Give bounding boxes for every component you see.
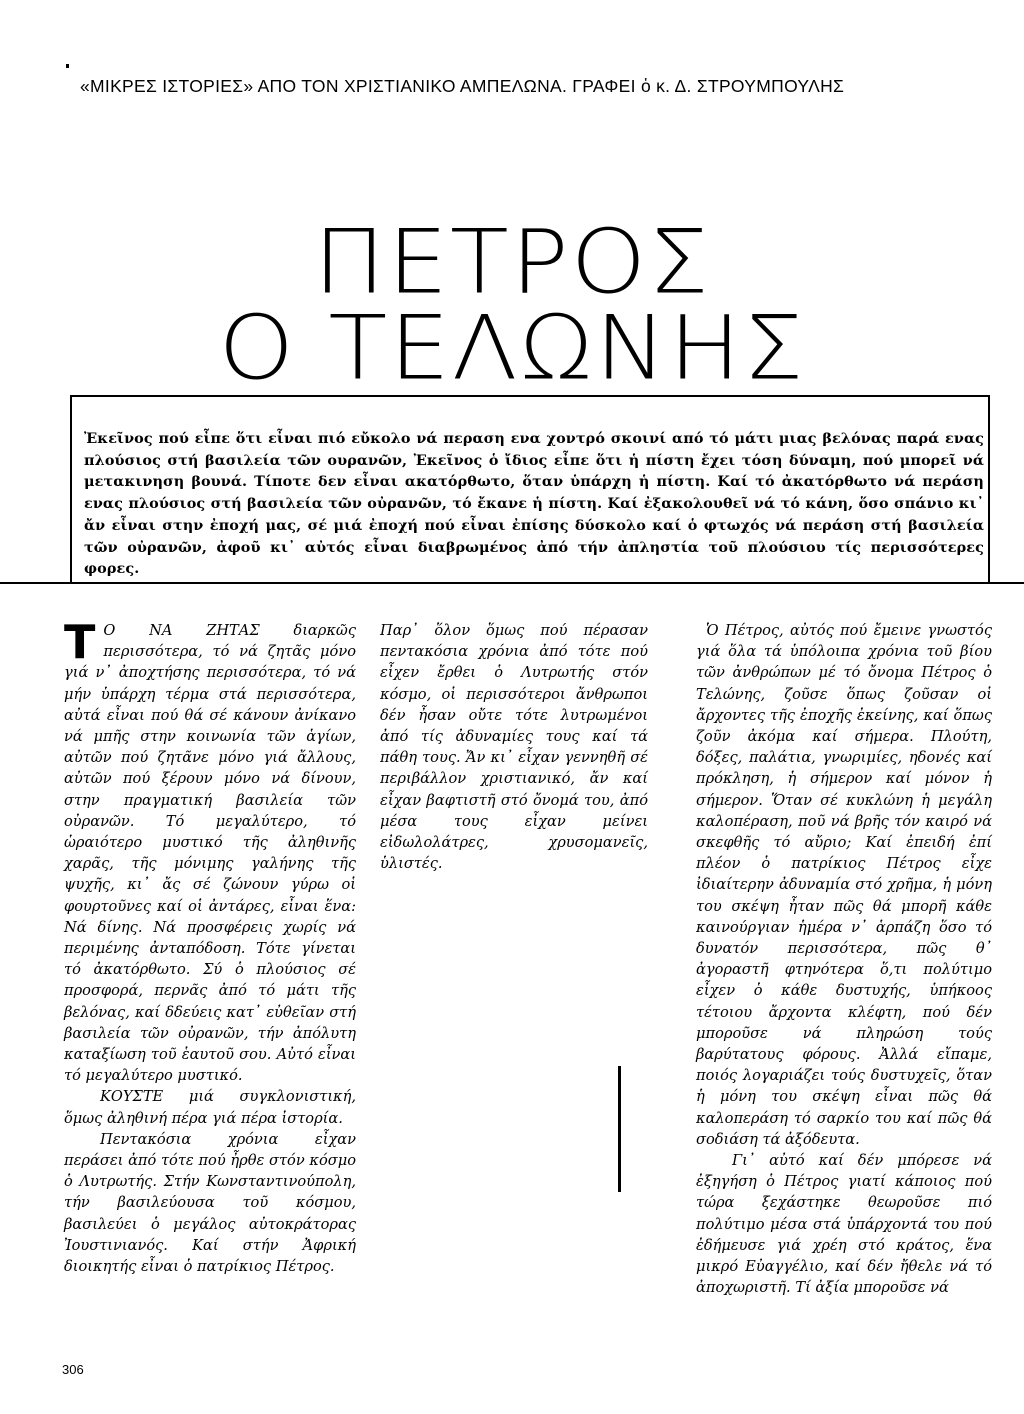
title-line-1: ΠΕΤΡΟΣ bbox=[313, 210, 711, 314]
col1-paragraph-2: ΚΟΥΣΤΕ μιά συγκλονιστική, ὅμως ἀληθινή πέρα γιά πέρα ἱστορία. bbox=[64, 1088, 356, 1127]
drop-cap: Τ bbox=[64, 615, 96, 669]
column-2 bbox=[380, 620, 648, 874]
intro-divider bbox=[0, 582, 1024, 584]
column-3 bbox=[696, 620, 992, 1299]
vertical-rule bbox=[618, 1066, 621, 1192]
col3-paragraph-1: Ὁ Πέτρος, αὐτός πού ἔμεινε γνωστός γιά ὅλα τά ὑπόλοιπα χρόνια τοῦ βίου τῶν ἀνθρώπων μέ τό ὄνομα Πέτρος ὁ Τελώνης, ζοῦσε ὅπως ζοῦσαν οἱ ἄρχοντες τῆς ἐποχῆς ἐκείνης, καί ὅπως ζοῦν ἀκόμα καί σήμερα. Πλούτη, δόξες, παλάτια, γνωριμίες, ηδονές καί πρόκληση, ἡ σήμερον καί μόνον ἡ σήμερον. Ὅταν σέ κυκλώνη ἡ μεγάλη καλοπέραση, ποῦ νά βρῆς τόν καιρό νά σκεφθῆς τό αὔριο; Καί ἐπειδή ἐπί πλέον ὁ πατρίκιος Πέτρος εἶχε ἰδιαίτερην ἀδυναμία στό χρῆμα, ἡ μόνη του σκέψη ἦταν πῶς θά μπορῆ κάθε καινούργιαν ἡμέρα ν᾽ ἁρπάζη ὅσο τό δυνατόν περισσότερα, πῶς θ᾽ ἀγοραστῆ φτηνότερα ὅ,τι πολύτιμο εἶχεν ὁ κάθε δυστυχής, ὑπήκοος τέτοιου ἄρχοντα κλέφτη, πού δέν μποροῦσε νά πληρώση τούς βαρύτατους φόρους. Ἀλλά εἴπαμε, ποιός λογαριάζει τούς δυστυχεῖς, ὅταν ἡ μόνη του σκέψη εἶναι πῶς θά καλοπεράση τό σαρκίο του καί πῶς θά σοδιάση τά ἀξόδευτα. bbox=[696, 622, 992, 1148]
print-mark bbox=[66, 64, 69, 68]
page-number: 306 bbox=[62, 1362, 84, 1377]
col1-paragraph-1-text: Ο ΝΑ ΖΗΤΑΣ διαρκῶς περισσότερα, τό νά ζητᾶς μόνο γιά ν᾽ ἀποχτήσης περισσότερα, τό νά μήν ὑπάρχη τέρμα στά περισσότερα, αὐτά εἶναι πού θά σέ κάνουν ἀνίκανο νά μπῆς στην κοινωνία τῶν ἁγίων, αὐτῶν πού ζητᾶνε μόνο γιά ἄλλους, αὐτῶν πού ξέρουν μόνο νά δίνουν, στην πραγματική βασιλεία τῶν οὐρανῶν. Τό μεγαλύτερο, τό ὡραιότερο μυστικό τῆς ἀληθινῆς χαρᾶς, τῆς μόνιμης γαλήνης τῆς ψυχῆς, κι᾽ ἄς σέ ζώνουν γύρω οἱ φουρτοῦνες καί οἱ ἀντάρες, εἶναι ἕνα: Νά δίνης. Νά προσφέρεις χωρίς νά περιμένης ἀνταπόδοση. Τότε γίνεται τό ἀκατόρθωτο. Σύ ὁ πλούσιος σέ προσφορά, περνᾶς ἀπό τό μάτι τῆς βελόνας, καί δδεύεις κατ᾽ εὐθεῖαν στή βασιλεία τῶν οὐρανῶν, τήν ἀπόλυτη καταξίωση τοῦ ἑαυτοῦ σου. Αὐτό εἶναι τό μεγαλύτερο μυστικό. bbox=[64, 622, 356, 1085]
col1-paragraph-1 bbox=[64, 615, 356, 1086]
col3-paragraph-2: Γι᾽ αὐτό καί δέν μπόρεσε νά ἐξηγήση ὁ Πέτρος γιατί κάποιος πού τώρα ξεχάστηκε θεωροῦσε πιό πολύτιμο μέσα στά ὑπάρχοντά του πού ἐδήμευσε γιά χρέη στό κράτος, ἕνα μικρό Εὐαγγέλιο, καί δέν ἤθελε νά τό ἀποχωριστῆ. Τί ἀξία μποροῦσε νά bbox=[696, 1152, 992, 1297]
series-header: «ΜΙΚΡΕΣ ΙΣΤΟΡΙΕΣ» ΑΠΟ ΤΟΝ ΧΡΙΣΤΙΑΝΙΚΟ ΑΜΠΕΛΩΝΑ. ΓΡΑΦΕΙ ὁ κ. Δ. ΣΤΡΟΥΜΠΟΥΛΗΣ bbox=[80, 76, 845, 96]
column-1 bbox=[64, 615, 356, 1277]
col2-paragraph-1: Παρ᾽ ὅλον ὅμως πού πέρασαν πεντακόσια χρόνια ἀπό τότε πού εἶχεν ἔρθει ὁ Λυτρωτής στόν κόσμο, οἱ περισσότεροι ἄνθρωποι δέν ἦσαν οὔτε τότε λυτρωμένοι ἀπό τίς ἀδυναμίες τους καί τά πάθη τους. Ἄν κι᾽ εἶχαν γεννηθῆ σέ περιβάλλον χριστιανικό, ἄν καί εἶχαν βαφτιστῆ στό ὄνομά του, ἀπό μέσα τους εἶχαν μείνει εἰδωλολάτρες, χρυσομανεῖς, ὑλιστές. bbox=[380, 622, 648, 873]
intro-paragraph: Ἐκεῖνος πού εἶπε ὅτι εἶναι πιό εὔκολο νά περαση ενα χοντρό σκοινί από τό μάτι μιας βελόνας παρά ενας πλούσιος στή βασιλεία τῶν ουρανῶν, Ἐκεῖνος ὁ ἴδιος εἶπε ὅτι ἡ πίστη ἔχει τόση δύναμη, πού μπορεῖ νά μετακινηση βουνά. Τίποτε δεν εἶναι ακατόρθωτο, ὅταν ὑπάρχη ἡ πίστη. Καί τό ἀκατόρθωτο νά περάση ενας πλούσιος στή βασιλεία τῶν οὐρανῶν, τό ἔκανε ἡ πίστη. Καί ἐξακολουθεῖ νά τό κάνη, ὅσο σπάνιο κι᾽ ἄν εἶναι στην ἐποχή μας, σέ μιά ἐποχή πού εἶναι ἐπίσης δύσκολο καί ὁ φτωχός νά περάση στή βασιλεία τῶν οὐρανῶν, ἀφοῦ κι᾽ αὐτός εἶναι διαβρωμένος ἀπό τήν ἀπληστία τοῦ πλούσιου τίς περισσότερες φορες. bbox=[84, 430, 984, 578]
title-line-2: Ο ΤΕΛΩΝΗΣ bbox=[218, 296, 806, 400]
col1-paragraph-3: Πεντακόσια χρόνια εἶχαν περάσει ἀπό τότε πού ἦρθε στόν κόσμο ὁ Λυτρωτής. Στήν Κωνσταντινούπολη, τήν βασιλεύουσα τοῦ κόσμου, βασιλεύει ὁ μεγάλος αὐτοκράτορας Ἰουστινιανός. Καί στήν Ἀφρική διοικητής εἶναι ὁ πατρίκιος Πέτρος. bbox=[64, 1130, 356, 1276]
